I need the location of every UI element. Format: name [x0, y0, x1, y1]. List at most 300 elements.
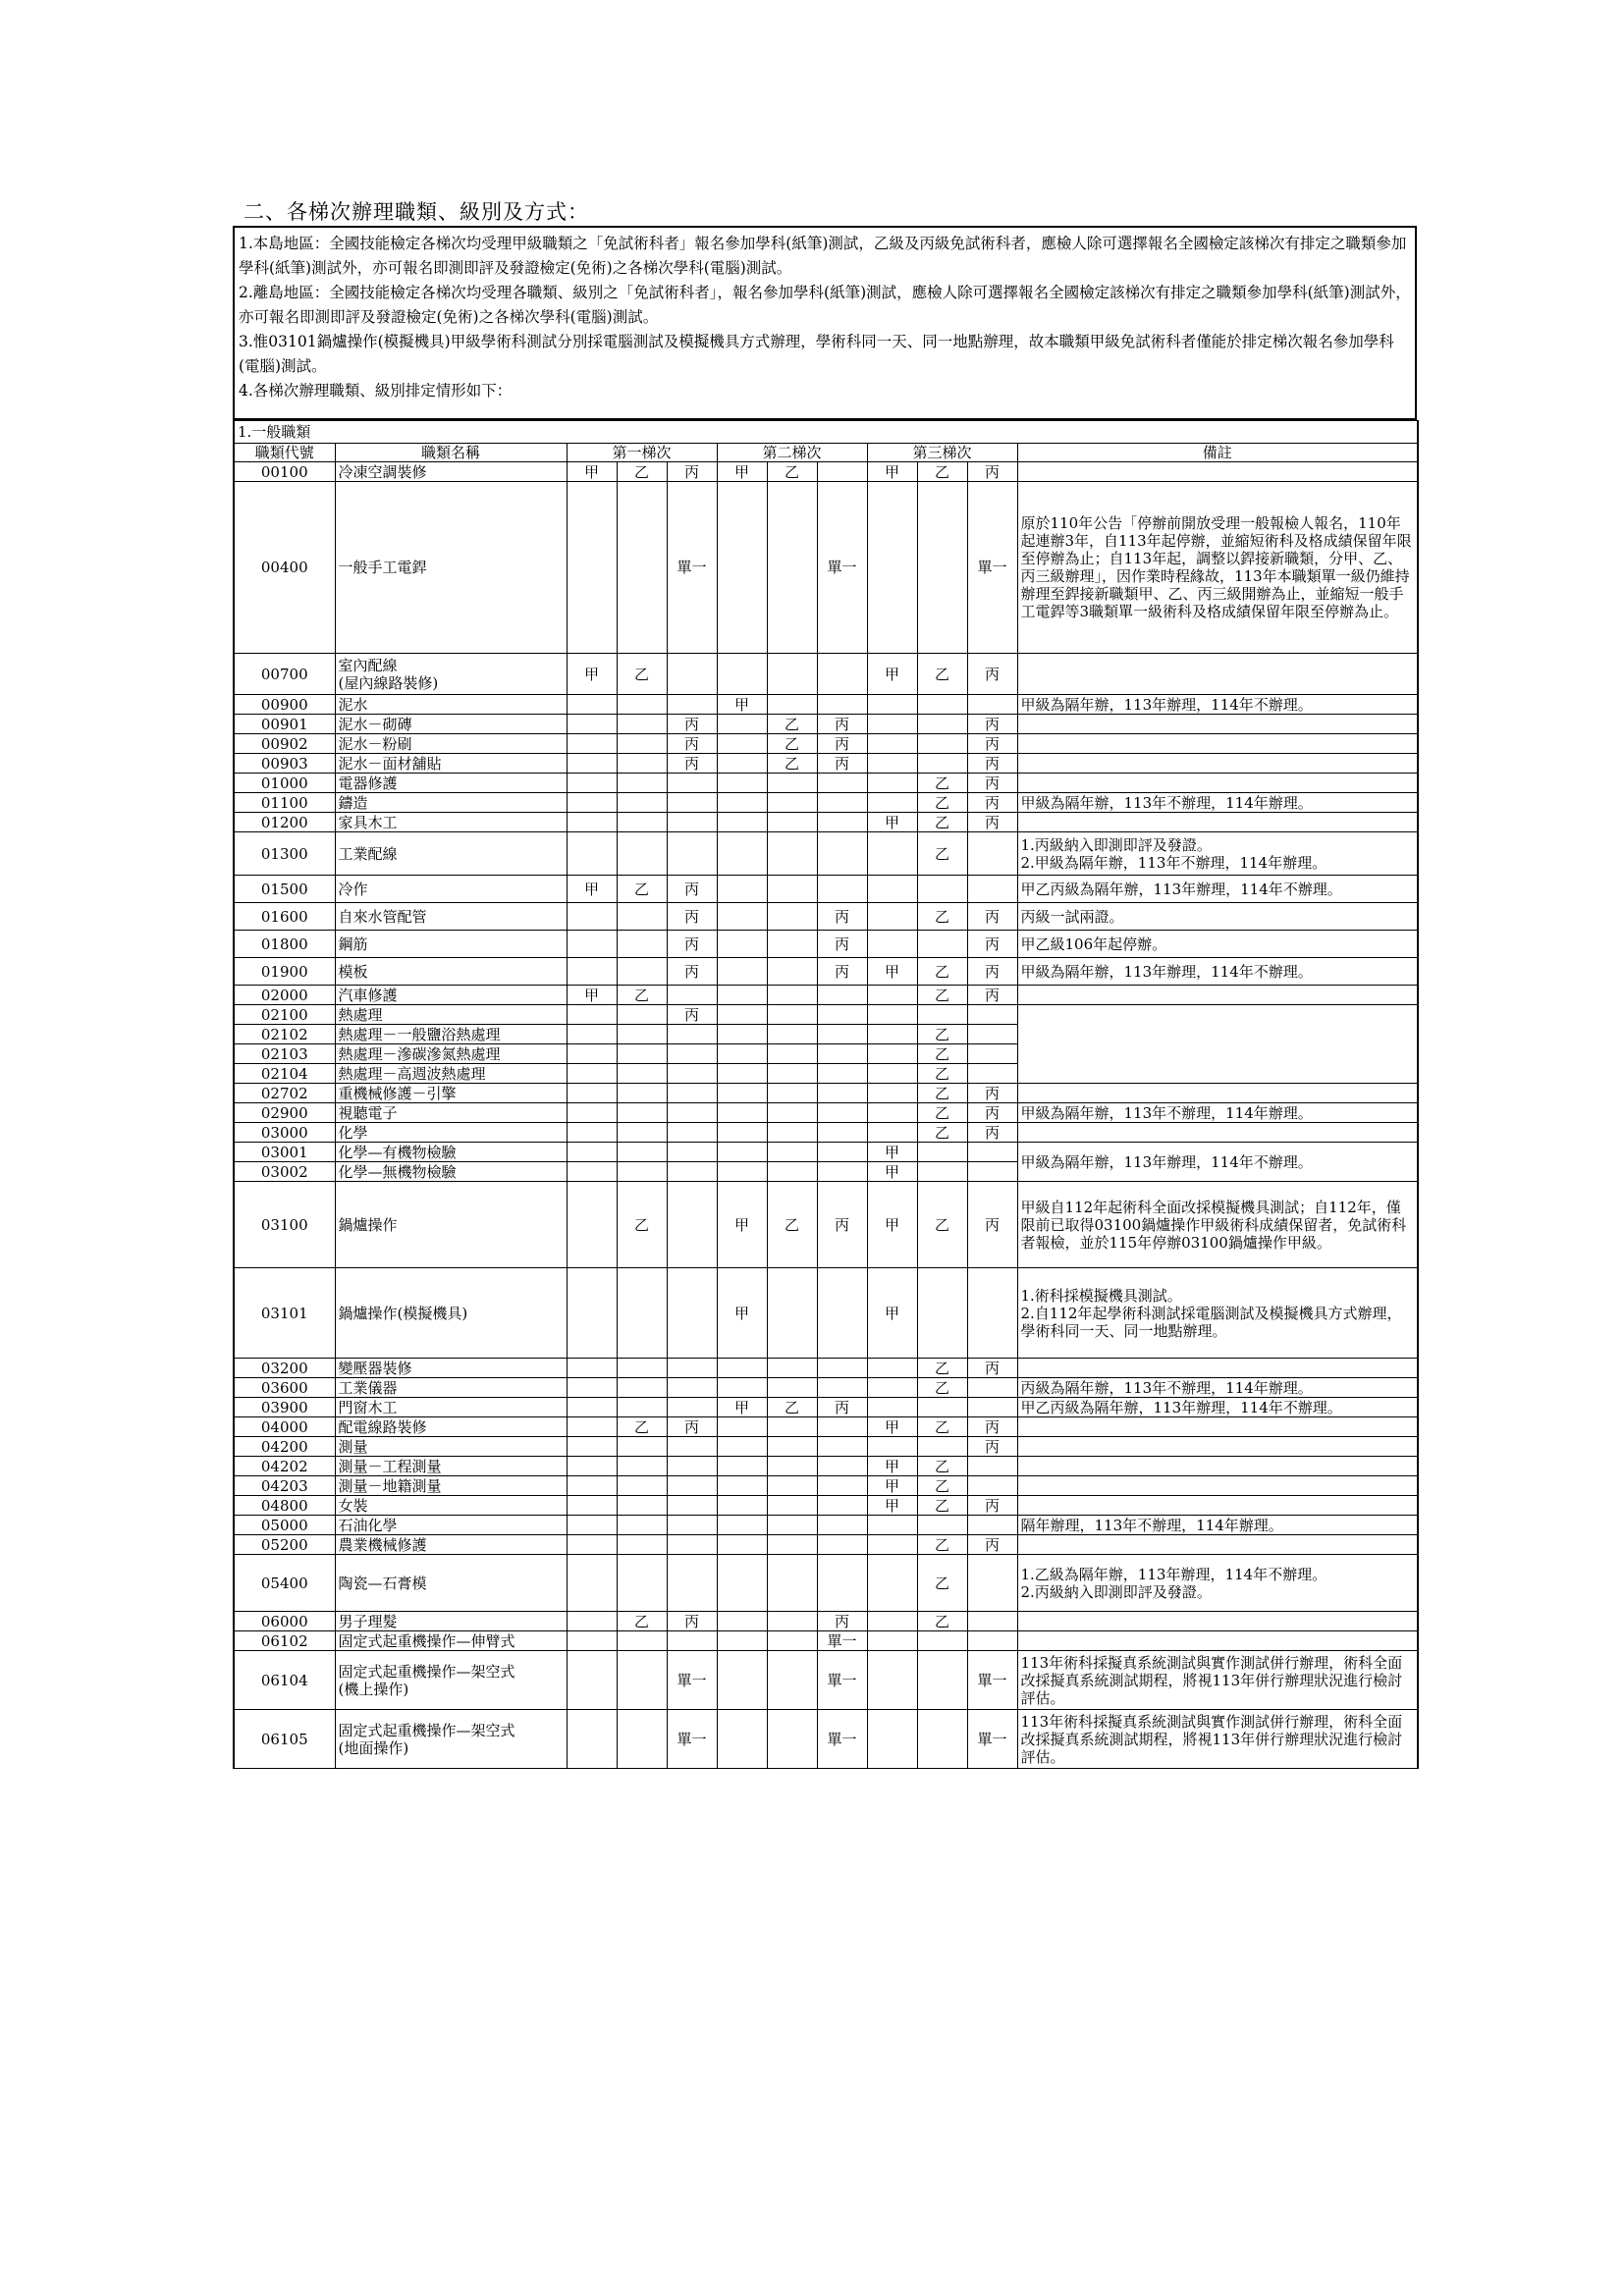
round-3-level [867, 482, 917, 654]
header-round-3: 第三梯次 [867, 444, 1017, 462]
round-3-level: 丙 [967, 1359, 1017, 1378]
table-row [234, 1084, 1418, 1103]
job-code: 03001 [234, 1143, 335, 1162]
round-1-level [567, 1162, 617, 1182]
job-name: 熱處理 [335, 1005, 567, 1025]
round-2-level: 乙 [767, 462, 817, 482]
table-row [234, 654, 1418, 695]
job-code: 01600 [234, 903, 335, 931]
table-row [234, 1378, 1418, 1398]
round-2-level [767, 1064, 817, 1084]
round-1-level [617, 1555, 667, 1612]
round-1-level [667, 1535, 717, 1555]
job-code: 04200 [234, 1437, 335, 1457]
round-1-level [567, 1005, 617, 1025]
round-2-level [717, 1025, 767, 1044]
round-1-level [617, 1103, 667, 1123]
round-3-level [867, 1555, 917, 1612]
round-3-level [967, 832, 1017, 876]
round-1-level [567, 1631, 617, 1651]
round-1-level [567, 903, 617, 931]
round-2-level [717, 754, 767, 774]
job-name: 泥水 [335, 695, 567, 715]
remark: 甲級為隔年辦，113年辦理，114年不辦理。 [1017, 958, 1418, 986]
round-3-level: 丙 [967, 1123, 1017, 1143]
round-3-level: 甲 [867, 1457, 917, 1476]
round-3-level [917, 876, 967, 903]
job-name: 冷凍空調裝修 [335, 462, 567, 482]
round-2-level [767, 1457, 817, 1476]
round-3-level [867, 1103, 917, 1123]
round-2-level [817, 1123, 867, 1143]
round-1-level: 丙 [667, 462, 717, 482]
round-1-level [667, 1123, 717, 1143]
round-2-level [817, 1437, 867, 1457]
round-3-level: 乙 [917, 1359, 967, 1378]
job-name: 配電線路裝修 [335, 1417, 567, 1437]
round-1-level: 丙 [667, 715, 717, 734]
round-2-level [767, 1378, 817, 1398]
round-1-level [567, 482, 617, 654]
round-2-level [817, 1044, 867, 1064]
round-2-level [767, 1044, 817, 1064]
round-2-level [767, 1123, 817, 1143]
round-3-level [917, 1651, 967, 1710]
job-name: 一般手工電銲 [335, 482, 567, 654]
job-name: 熱處理－滲碳滲氮熱處理 [335, 1044, 567, 1064]
round-2-level [717, 1651, 767, 1710]
intro-note: 3.惟03101鍋爐操作(模擬機具)甲級學術科測試分別採電腦測試及模擬機具方式辦理，學術科同一天、同一地點辦理，故本職類甲級免試術科者僅能於排定梯次報名參加學科(電腦)測試。 [239, 333, 1394, 375]
round-2-level [767, 793, 817, 813]
job-code: 00700 [234, 654, 335, 695]
round-1-level [617, 832, 667, 876]
round-1-level: 單一 [667, 1651, 717, 1710]
round-1-level: 丙 [667, 754, 717, 774]
round-2-level [767, 1162, 817, 1182]
job-code: 06105 [234, 1710, 335, 1769]
round-1-level [617, 1005, 667, 1025]
round-1-level [617, 931, 667, 958]
round-1-level [567, 715, 617, 734]
round-3-level: 丙 [967, 462, 1017, 482]
round-2-level [767, 1631, 817, 1651]
round-2-level: 乙 [767, 1182, 817, 1268]
round-3-level [867, 1123, 917, 1143]
remark: 甲級為隔年辦，113年不辦理，114年辦理。 [1017, 1103, 1418, 1123]
round-2-level: 乙 [767, 754, 817, 774]
remark: 1.乙級為隔年辦，113年辦理，114年不辦理。 2.丙級納入即測即評及發證。 [1017, 1555, 1418, 1612]
round-3-level: 乙 [917, 1064, 967, 1084]
round-3-level [917, 1005, 967, 1025]
round-2-level [767, 903, 817, 931]
intro-note: 4.各梯次辦理職類、級別排定情形如下： [239, 382, 513, 400]
table-row [234, 482, 1418, 654]
round-3-level [917, 1437, 967, 1457]
round-1-level: 丙 [667, 931, 717, 958]
round-3-level [867, 1651, 917, 1710]
round-2-level [767, 986, 817, 1005]
round-2-level [717, 832, 767, 876]
round-2-level [717, 1476, 767, 1496]
job-name: 冷作 [335, 876, 567, 903]
round-2-level [767, 1103, 817, 1123]
round-2-level [767, 1516, 817, 1535]
round-1-level [667, 1268, 717, 1359]
remark: 1.術科採模擬機具測試。 2.自112年起學術科測試採電腦測試及模擬機具方式辦理，學術科同一天、同一地點辦理。 [1017, 1268, 1418, 1359]
round-1-level: 乙 [617, 1612, 667, 1631]
round-1-level [567, 1025, 617, 1044]
job-name: 陶瓷—石膏模 [335, 1555, 567, 1612]
round-1-level [667, 1044, 717, 1064]
round-1-level [617, 1268, 667, 1359]
round-1-level [617, 1516, 667, 1535]
job-code: 00900 [234, 695, 335, 715]
round-1-level [567, 1182, 617, 1268]
round-1-level [617, 903, 667, 931]
round-3-level [967, 1143, 1017, 1162]
round-2-level: 丙 [817, 715, 867, 734]
round-2-level [717, 1535, 767, 1555]
job-name: 化學—無機物檢驗 [335, 1162, 567, 1182]
job-code: 04800 [234, 1496, 335, 1516]
round-2-level [717, 958, 767, 986]
table-row [234, 734, 1418, 754]
table-row [234, 1651, 1418, 1710]
round-2-level: 單一 [817, 1651, 867, 1710]
job-code: 06000 [234, 1612, 335, 1631]
round-2-level [717, 1555, 767, 1612]
round-3-level: 甲 [867, 1417, 917, 1437]
round-2-level [767, 813, 817, 832]
round-3-level: 乙 [917, 1476, 967, 1496]
category-title: 1.一般職類 [234, 421, 1418, 444]
job-code: 02000 [234, 986, 335, 1005]
round-1-level [617, 958, 667, 986]
job-name: 男子理髮 [335, 1612, 567, 1631]
job-name: 家具木工 [335, 813, 567, 832]
round-3-level: 甲 [867, 1496, 917, 1516]
table-row [234, 1005, 1418, 1025]
remark [1017, 734, 1418, 754]
round-3-level [867, 1025, 917, 1044]
round-2-level [817, 1084, 867, 1103]
round-3-level [967, 1398, 1017, 1417]
job-name: 熱處理－一般鹽浴熱處理 [335, 1025, 567, 1044]
round-1-level [617, 1476, 667, 1496]
round-1-level [567, 1417, 617, 1437]
job-code: 00901 [234, 715, 335, 734]
remark: 113年術科採擬真系統測試與實作測試併行辦理，術科全面改採擬真系統測試期程，將視113年併行辦理狀況進行檢討評估。 [1017, 1651, 1418, 1710]
round-2-level [717, 654, 767, 695]
round-3-level: 甲 [867, 462, 917, 482]
round-3-level: 乙 [917, 903, 967, 931]
round-3-level: 丙 [967, 903, 1017, 931]
round-3-level [867, 774, 917, 793]
table-row [234, 793, 1418, 813]
job-name: 化學—有機物檢驗 [335, 1143, 567, 1162]
round-1-level [617, 774, 667, 793]
round-2-level: 丙 [817, 754, 867, 774]
round-2-level [767, 1359, 817, 1378]
round-2-level [767, 482, 817, 654]
intro-notes [233, 226, 1417, 420]
round-3-level [917, 1398, 967, 1417]
remark [1017, 1359, 1418, 1378]
round-3-level: 丙 [967, 1535, 1017, 1555]
job-name: 泥水－砌磚 [335, 715, 567, 734]
round-2-level: 丙 [817, 1182, 867, 1268]
round-3-level: 乙 [917, 1123, 967, 1143]
round-2-level: 丙 [817, 734, 867, 754]
round-2-level [817, 695, 867, 715]
remark: 1.丙級納入即測即評及發證。 2.甲級為隔年辦，113年不辦理，114年辦理。 [1017, 832, 1418, 876]
round-2-level [817, 1103, 867, 1123]
round-1-level: 乙 [617, 986, 667, 1005]
round-3-level [917, 1143, 967, 1162]
round-1-level [667, 1476, 717, 1496]
job-code: 01900 [234, 958, 335, 986]
round-3-level [967, 1555, 1017, 1612]
remark [1017, 1123, 1418, 1143]
round-2-level [717, 1516, 767, 1535]
table-row [234, 1555, 1418, 1612]
table-row [234, 1182, 1418, 1268]
remark: 甲級為隔年辦，113年辦理，114年不辦理。 [1017, 1143, 1418, 1182]
round-2-level: 丙 [817, 958, 867, 986]
round-3-level: 丙 [967, 1103, 1017, 1123]
remark [1017, 1005, 1418, 1084]
round-2-level [717, 876, 767, 903]
round-1-level [617, 1025, 667, 1044]
round-2-level [717, 1162, 767, 1182]
job-name: 汽車修護 [335, 986, 567, 1005]
round-3-level: 甲 [867, 1162, 917, 1182]
round-3-level: 甲 [867, 1476, 917, 1496]
round-1-level [617, 1651, 667, 1710]
job-code: 03002 [234, 1162, 335, 1182]
round-2-level [717, 813, 767, 832]
round-1-level: 丙 [667, 1417, 717, 1437]
round-1-level [617, 1710, 667, 1769]
round-1-level [617, 695, 667, 715]
round-2-level [717, 1005, 767, 1025]
table-row [234, 986, 1418, 1005]
round-2-level [717, 1631, 767, 1651]
round-3-level [867, 734, 917, 754]
job-name: 鍋爐操作(模擬機具) [335, 1268, 567, 1359]
job-name: 化學 [335, 1123, 567, 1143]
round-1-level [617, 1457, 667, 1476]
round-2-level [767, 1612, 817, 1631]
job-name: 測量 [335, 1437, 567, 1457]
round-2-level [767, 774, 817, 793]
round-3-level [917, 754, 967, 774]
round-1-level [667, 986, 717, 1005]
round-1-level [617, 813, 667, 832]
job-name: 鍋爐操作 [335, 1182, 567, 1268]
round-1-level [567, 1398, 617, 1417]
round-2-level [717, 1044, 767, 1064]
round-1-level [617, 1123, 667, 1143]
round-3-level [867, 1005, 917, 1025]
remark [1017, 754, 1418, 774]
job-name: 女裝 [335, 1496, 567, 1516]
job-name: 門窗木工 [335, 1398, 567, 1417]
job-code: 01300 [234, 832, 335, 876]
round-3-level [967, 1025, 1017, 1044]
header-name: 職類名稱 [335, 444, 567, 462]
round-1-level: 丙 [667, 958, 717, 986]
remark: 丙級為隔年辦，113年不辦理，114年辦理。 [1017, 1378, 1418, 1398]
round-2-level [717, 1143, 767, 1162]
round-3-level [867, 754, 917, 774]
round-2-level [767, 1005, 817, 1025]
round-1-level [667, 1457, 717, 1476]
round-1-level [567, 1496, 617, 1516]
round-1-level [617, 482, 667, 654]
round-2-level [817, 986, 867, 1005]
round-1-level [617, 1143, 667, 1162]
remark [1017, 1437, 1418, 1457]
round-2-level [817, 1457, 867, 1476]
round-1-level [667, 1631, 717, 1651]
round-3-level: 丙 [967, 813, 1017, 832]
round-2-level: 甲 [717, 462, 767, 482]
round-3-level: 乙 [917, 1496, 967, 1516]
round-2-level [767, 931, 817, 958]
round-1-level [667, 813, 717, 832]
round-3-level: 乙 [917, 774, 967, 793]
table-row [234, 1457, 1418, 1476]
round-3-level: 乙 [917, 1025, 967, 1044]
intro-note: 2.離島地區：全國技能檢定各梯次均受理各職類、級別之「免試術科者」，報名參加學科(紙筆)測試，應檢人除可選擇報名全國檢定該梯次有排定之職類參加學科(紙筆)測試外，亦可報名即測即評及發證檢定(免術)之各梯次學科(電腦)測試。 [239, 284, 1411, 326]
round-2-level [817, 1555, 867, 1612]
job-code: 00902 [234, 734, 335, 754]
job-name: 泥水－面材舖貼 [335, 754, 567, 774]
round-2-level: 甲 [717, 1182, 767, 1268]
round-1-level [567, 1555, 617, 1612]
round-3-level [967, 876, 1017, 903]
job-code: 05000 [234, 1516, 335, 1535]
round-3-level [967, 1064, 1017, 1084]
round-3-level: 甲 [867, 654, 917, 695]
remark: 甲級自112年起術科全面改採模擬機具測試；自112年，僅限前已取得03100鍋爐操作甲級術科成績保留者，免試術科者報檢，並於115年停辦03100鍋爐操作甲級。 [1017, 1182, 1418, 1268]
job-name: 自來水管配管 [335, 903, 567, 931]
round-3-level [867, 1064, 917, 1084]
round-1-level [617, 1437, 667, 1457]
round-3-level: 乙 [917, 793, 967, 813]
job-code: 05400 [234, 1555, 335, 1612]
round-1-level [667, 1025, 717, 1044]
round-1-level: 甲 [567, 876, 617, 903]
round-2-level [717, 1612, 767, 1631]
round-3-level: 甲 [867, 1268, 917, 1359]
round-3-level [967, 1516, 1017, 1535]
round-2-level [717, 1417, 767, 1437]
round-3-level [967, 695, 1017, 715]
round-1-level [567, 734, 617, 754]
round-2-level [717, 1378, 767, 1398]
round-2-level [767, 876, 817, 903]
round-1-level [567, 1651, 617, 1710]
round-3-level [917, 1631, 967, 1651]
round-1-level [617, 793, 667, 813]
round-3-level [867, 1378, 917, 1398]
round-1-level [617, 1084, 667, 1103]
header-remark: 備註 [1017, 444, 1418, 462]
job-code: 00400 [234, 482, 335, 654]
round-1-level [667, 1555, 717, 1612]
remark [1017, 715, 1418, 734]
round-1-level [567, 754, 617, 774]
round-1-level [617, 1398, 667, 1417]
round-3-level [867, 1516, 917, 1535]
intro-note: 1.本島地區：全國技能檢定各梯次均受理甲級職類之「免試術科者」報名參加學科(紙筆)測試，乙級及丙級免試術科者，應檢人除可選擇報名全國檢定該梯次有排定之職類參加學科(紙筆)測試外，亦可報名即測即評及發證檢定(免術)之各梯次學科(電腦)測試。 [239, 235, 1407, 277]
round-3-level [917, 734, 967, 754]
round-2-level [767, 654, 817, 695]
round-2-level [817, 774, 867, 793]
round-2-level [767, 1555, 817, 1612]
round-1-level [567, 931, 617, 958]
remark: 甲級為隔年辦，113年辦理，114年不辦理。 [1017, 695, 1418, 715]
round-1-level: 單一 [667, 1710, 717, 1769]
round-2-level [767, 958, 817, 986]
round-3-level: 丙 [967, 1496, 1017, 1516]
round-2-level [767, 1651, 817, 1710]
round-3-level [967, 1612, 1017, 1631]
round-2-level [817, 813, 867, 832]
round-1-level [667, 1516, 717, 1535]
job-code: 04203 [234, 1476, 335, 1496]
round-2-level: 甲 [717, 695, 767, 715]
round-3-level: 丙 [967, 958, 1017, 986]
round-3-level [867, 1437, 917, 1457]
round-2-level [817, 462, 867, 482]
job-name: 室內配線 (屋內線路裝修) [335, 654, 567, 695]
remark [1017, 986, 1418, 1005]
job-name: 模板 [335, 958, 567, 986]
round-3-level: 丙 [967, 1437, 1017, 1457]
job-name: 固定式起重機操作—架空式 (地面操作) [335, 1710, 567, 1769]
round-2-level [817, 654, 867, 695]
job-name: 測量－工程測量 [335, 1457, 567, 1476]
table-row [234, 774, 1418, 793]
table-row [234, 1516, 1418, 1535]
round-1-level: 甲 [567, 986, 617, 1005]
round-3-level [917, 1162, 967, 1182]
job-code: 03101 [234, 1268, 335, 1359]
round-1-level [567, 813, 617, 832]
round-3-level: 單一 [967, 482, 1017, 654]
round-1-level: 乙 [617, 876, 667, 903]
round-2-level [817, 1005, 867, 1025]
round-1-level [667, 1378, 717, 1398]
table-row [234, 1103, 1418, 1123]
round-1-level [567, 1143, 617, 1162]
round-3-level: 乙 [917, 986, 967, 1005]
round-3-level: 單一 [967, 1651, 1017, 1710]
round-3-level [917, 1516, 967, 1535]
round-1-level: 乙 [617, 654, 667, 695]
round-3-level [867, 931, 917, 958]
round-1-level [667, 654, 717, 695]
round-2-level [817, 832, 867, 876]
round-2-level [767, 832, 817, 876]
round-2-level [717, 1457, 767, 1476]
round-2-level: 丙 [817, 1612, 867, 1631]
remark [1017, 1631, 1418, 1651]
round-2-level [817, 1378, 867, 1398]
